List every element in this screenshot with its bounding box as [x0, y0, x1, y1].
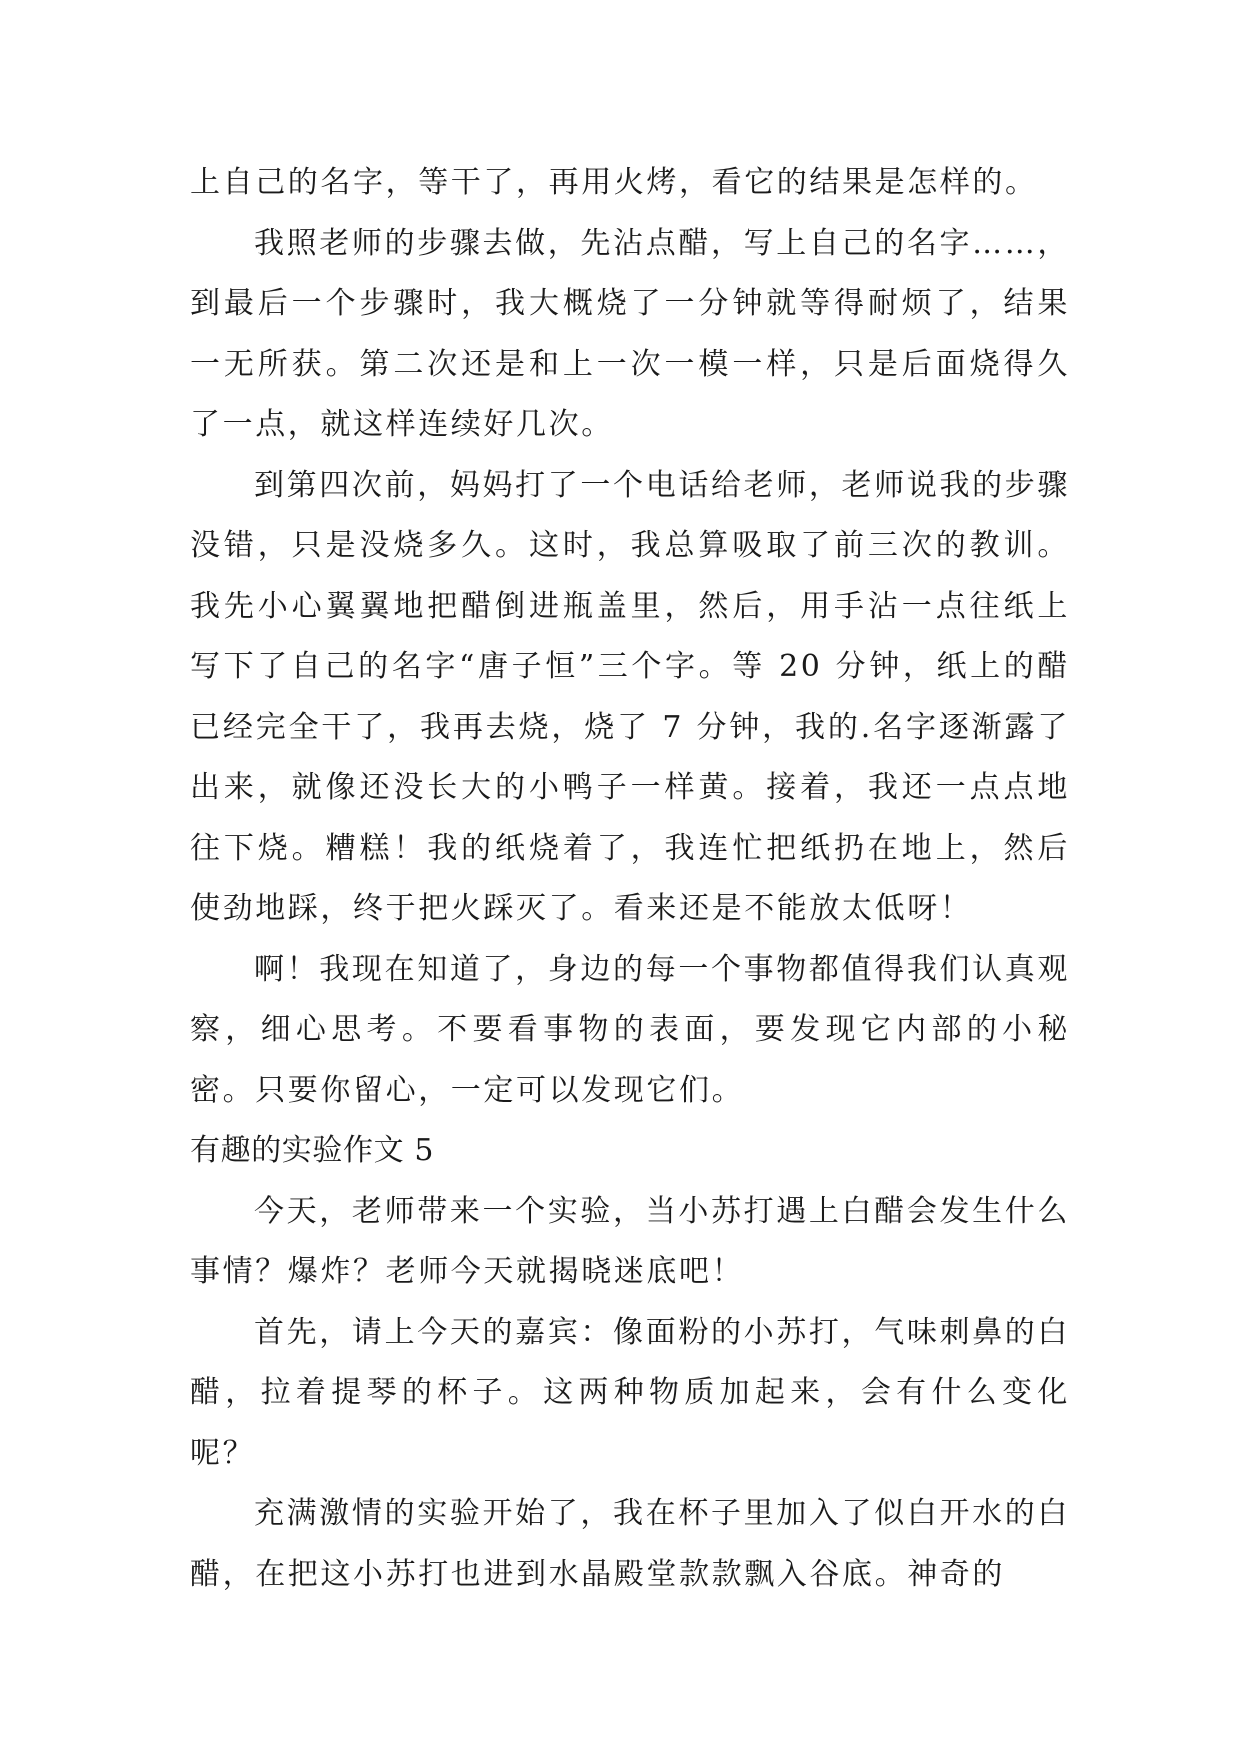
- paragraph: 今天，老师带来一个实验，当小苏打遇上白醋会发生什么事情？爆炸？老师今天就揭晓迷底吧！: [190, 1193, 1070, 1289]
- paragraph: 到第四次前，妈妈打了一个电话给老师，老师说我的步骤没错，只是没烧多久。这时，我总算吸取了前三次的教训。我先小心翼翼地把醋倒进瓶盖里，然后，用手沾一点往纸上写下了自己的名字“唐子恒”三个字。等 20 分钟，纸上的醋已经完全干了，我再去烧，烧了 7 分钟，我的.名字逐渐露了出来，就像还没长大的小鸭子一样黄。接着，我还一点点地往下烧。糟糕！我的纸烧着了，我连忙把纸扔在地上，然后使劲地踩，终于把火踩灭了。看来还是不能放太低呀！: [190, 467, 1070, 926]
- paragraph: 啊！我现在知道了，身边的每一个事物都值得我们认真观察，细心思考。不要看事物的表面，要发现它内部的小秘密。只要你留心，一定可以发现它们。: [190, 951, 1070, 1108]
- paragraph-continuation: 上自己的名字，等干了，再用火烤，看它的结果是怎样的。: [190, 165, 1038, 200]
- paragraph: 我照老师的步骤去做，先沾点醋，写上自己的名字……，到最后一个步骤时，我大概烧了一分钟就等得耐烦了，结果一无所获。第二次还是和上一次一模一样，只是后面烧得久了一点，就这样连续好几次。: [190, 225, 1070, 442]
- document-body: [190, 153, 1070, 1605]
- paragraph: 充满激情的实验开始了，我在杯子里加入了似白开水的白醋，在把这小苏打也进到水晶殿堂款款飘入谷底。神奇的: [190, 1496, 1070, 1592]
- section-title: 有趣的实验作文 5: [190, 1133, 435, 1168]
- paragraph: 首先，请上今天的嘉宾：像面粉的小苏打，气味刺鼻的白醋，拉着提琴的杯子。这两种物质加起来，会有什么变化呢？: [190, 1314, 1070, 1471]
